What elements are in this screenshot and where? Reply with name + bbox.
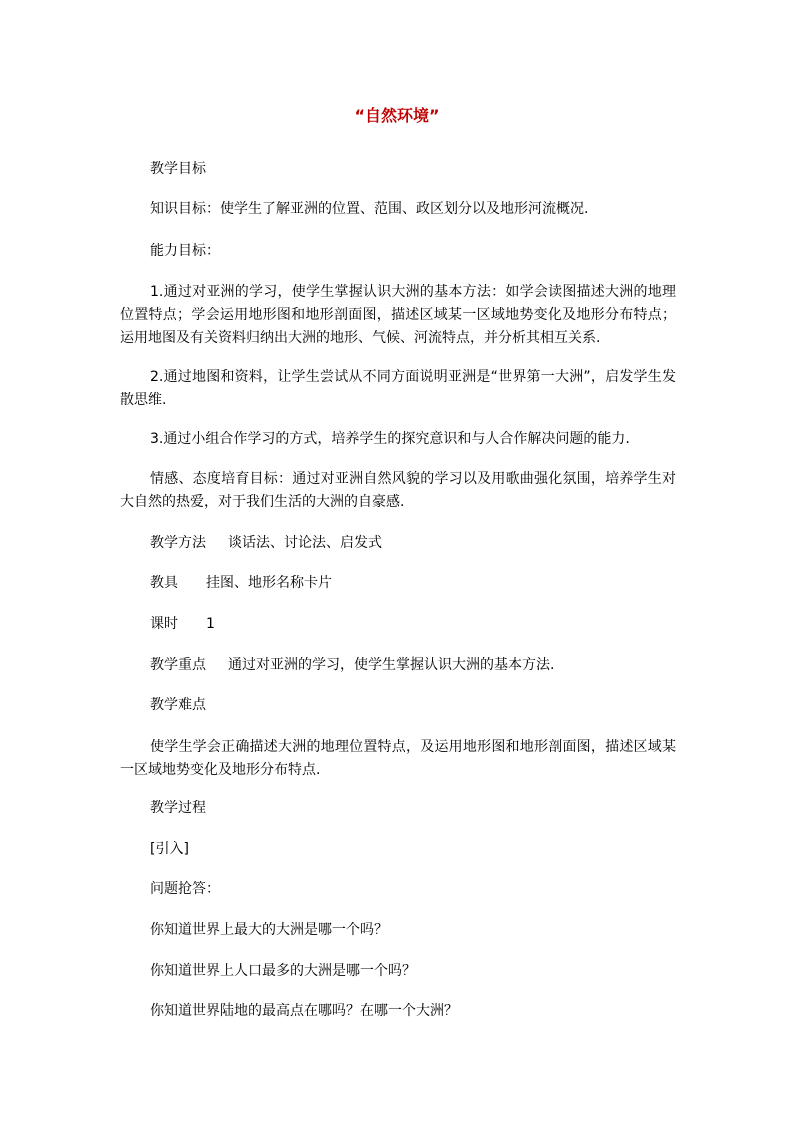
section-heading-difficulty: 教学难点	[150, 697, 206, 713]
field-value: 1	[206, 616, 215, 632]
paragraph-intro: [引入]	[150, 841, 189, 857]
section-heading-process: 教学过程	[150, 800, 206, 816]
field-label: 教具	[150, 575, 178, 591]
field-label: 教学重点	[150, 657, 206, 673]
paragraph-ability-goal-2: 2.通过地图和资料，让学生尝试从不同方面说明亚洲是“世界第一大洲”，启发学生发散思维.	[120, 369, 676, 408]
paragraph-difficulty: 使学生学会正确描述大洲的地理位置特点，及运用地形图和地形剖面图，描述区域某一区域地势变化及地形分布特点.	[120, 739, 676, 778]
field-value: 挂图、地形名称卡片	[206, 575, 332, 591]
paragraph-emotion-goal: 情感、态度培育目标：通过对亚洲自然风貌的学习以及用歌曲强化氛围，培养学生对大自然的热爱，对于我们生活的大洲的自豪感.	[120, 471, 676, 510]
field-value: 通过对亚洲的学习，使学生掌握认识大洲的基本方法.	[228, 657, 555, 673]
field-teaching-tools	[150, 572, 332, 595]
field-class-hours	[150, 613, 215, 636]
paragraph-ability-goal-1: 1.通过对亚洲的学习，使学生掌握认识大洲的基本方法：如学会读图描述大洲的地理位置特点；学会运用地形图和地形剖面图，描述区域某一区域地势变化及地形分布特点；运用地图及有关资料归纳出大洲的地形、气候、河流特点，并分析其相互关系.	[120, 284, 676, 346]
paragraph-question-3: 你知道世界陆地的最高点在哪吗？在哪一个大洲？	[150, 1003, 458, 1019]
paragraph-ability-goal-3: 3.通过小组合作学习的方式，培养学生的探究意识和与人合作解决问题的能力.	[150, 431, 630, 447]
paragraph-question-2: 你知道世界上人口最多的大洲是哪一个吗？	[150, 963, 416, 979]
paragraph-knowledge-goal: 知识目标：使学生了解亚洲的位置、范围、政区划分以及地形河流概况.	[150, 201, 589, 217]
field-label: 课时	[150, 616, 178, 632]
field-value: 谈话法、讨论法、启发式	[228, 535, 382, 551]
field-teaching-method	[150, 532, 382, 555]
section-heading-objectives: 教学目标	[150, 161, 206, 177]
paragraph-ability-goal-heading: 能力目标：	[150, 243, 220, 259]
field-key-point	[150, 654, 554, 677]
field-label: 教学方法	[150, 535, 206, 551]
paragraph-question-1: 你知道世界上最大的大洲是哪一个吗？	[150, 922, 388, 938]
document-title: “自然环境”	[354, 106, 440, 125]
paragraph-quiz-heading: 问题抢答：	[150, 881, 220, 897]
